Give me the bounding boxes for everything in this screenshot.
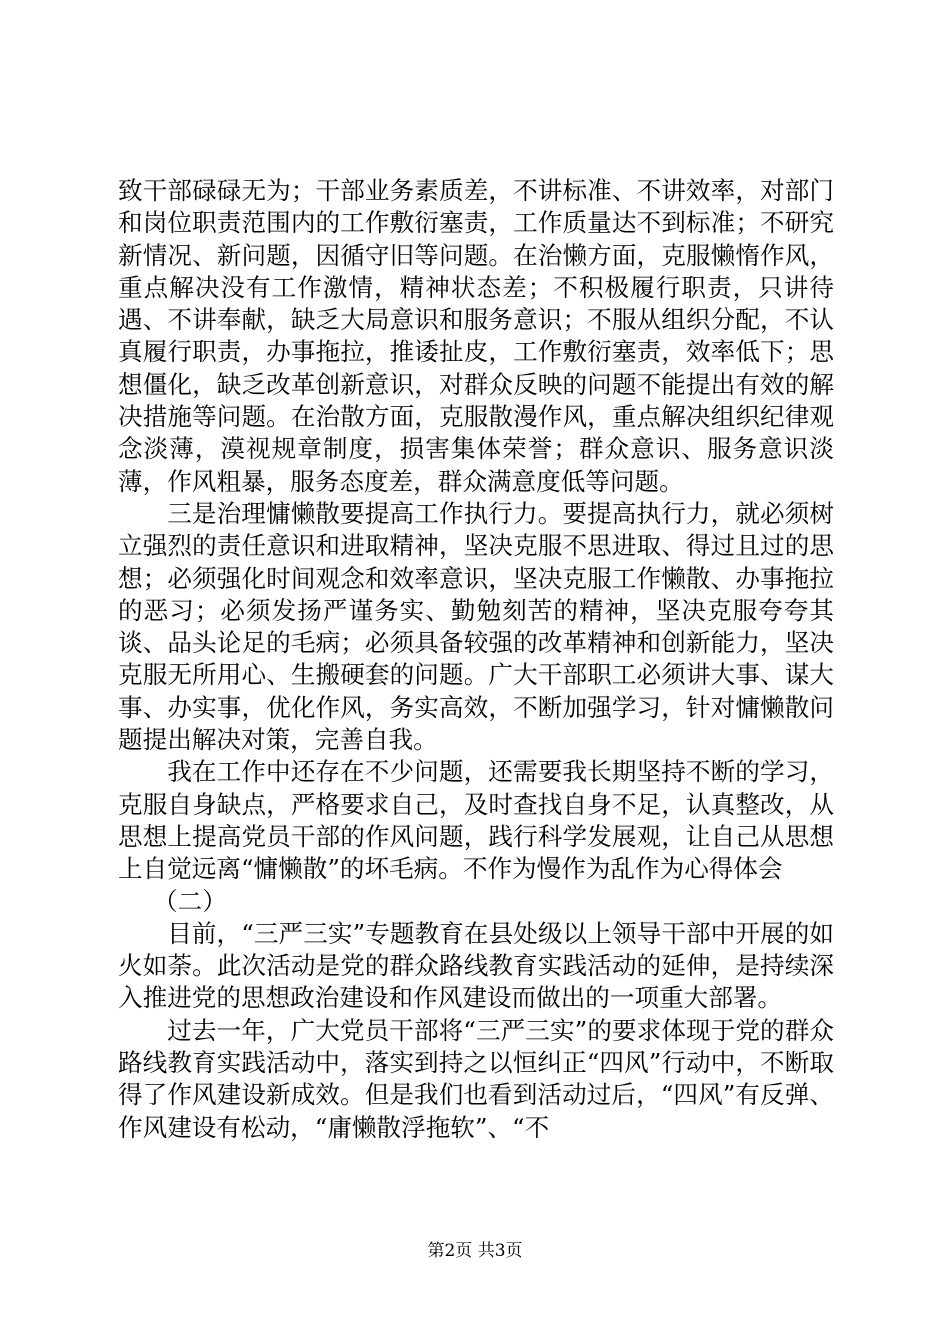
body-paragraph: 我在工作中还存在不少问题，还需要我长期坚持不断的学习，克服自身缺点，严格要求自己，及时查找自身不足，认真整改，从思想上提高党员干部的作风问题，践行科学发展观，让自己从思想上自觉远离“慵懒散”的坏毛病。不作为慢作为乱作为心得体会: [118, 757, 834, 884]
section-number: （二）: [153, 886, 227, 916]
document-body: [118, 175, 834, 1144]
body-paragraph: 过去一年，广大党员干部将“三严三实”的要求体现于党的群众路线教育实践活动中，落实到持之以恒纠正“四风”行动中，不断取得了作风建设新成效。但是我们也看到活动过后，“四风”有反弹、作风建设有松动，“庸懒散浮拖软”、“不: [118, 1015, 834, 1142]
body-paragraph: 目前，“三严三实”专题教育在县处级以上领导干部中开展的如火如荼。此次活动是党的群众路线教育实践活动的延伸，是持续深入推进党的思想政治建设和作风建设而做出的一项重大部署。: [118, 918, 834, 1013]
body-paragraph: 致干部碌碌无为；干部业务素质差，不讲标准、不讲效率，对部门和岗位职责范围内的工作敷衍塞责，工作质量达不到标准；不研究新情况、新问题，因循守旧等问题。在治懒方面，克服懒惰作风，重点解决没有工作激情，精神状态差；不积极履行职责，只讲待遇、不讲奉献，缺乏大局意识和服务意识；不服从组织分配，不认真履行职责，办事拖拉，推诿扯皮，工作敷衍塞责，效率低下；思想僵化，缺乏改革创新意识，对群众反映的问题不能提出有效的解决措施等问题。在治散方面，克服散漫作风，重点解决组织纪律观念淡薄，漠视规章制度，损害集体荣誉；群众意识、服务意识淡薄，作风粗暴，服务态度差，群众满意度低等问题。: [118, 176, 834, 496]
body-paragraph: 三是治理慵懒散要提高工作执行力。要提高执行力，就必须树立强烈的责任意识和进取精神，坚决克服不思进取、得过且过的思想；必须强化时间观念和效率意识，坚决克服工作懒散、办事拖拉的恶习；必须发扬严谨务实、勤勉刻苦的精神，坚决克服夸夸其谈、品头论足的毛病；必须具备较强的改革精神和创新能力，坚决克服无所用心、生搬硬套的问题。广大干部职工必须讲大事、谋大事、办实事，优化作风，务实高效，不断加强学习，针对慵懒散问题提出解决对策，完善自我。: [118, 498, 834, 755]
page-number-footer: 第2页 共3页: [427, 1241, 523, 1261]
